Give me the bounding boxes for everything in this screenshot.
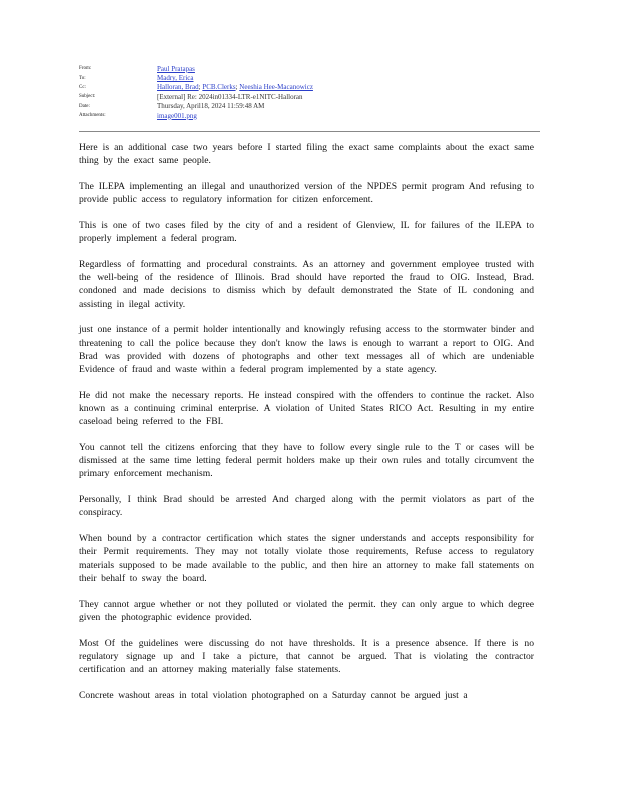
header-cc-row (79, 83, 559, 92)
body-paragraph: He did not make the necessary reports. He instead conspired with the offenders to continue the racket. Also known as a continuing criminal enterprise. A violation of United States RICO Act. Resulting in my entire caseload being referred to the FBI. (79, 389, 534, 428)
subject-value: [External] Re: 2024in01334-LTR-e1NITC-Halloran (157, 92, 303, 101)
header-to-row (79, 73, 559, 82)
cc-link-pcb-clerks[interactable]: PCB.Clerks (202, 83, 236, 92)
date-value: Thursday, April18, 2024 11:59:48 AM (157, 102, 265, 111)
body-paragraph: The ILEPA implementing an illegal and unauthorized version of the NPDES permit program And refusing to provide public access to regulatory information for citizen enforcement. (79, 181, 534, 206)
header-subject-row (79, 92, 559, 101)
attachments-label: Attachments: (79, 113, 106, 119)
subject-label: Subject: (79, 94, 96, 100)
cc-label: Cc: (79, 84, 86, 90)
body-paragraph: Personally, I think Brad should be arrested And charged along with the permit violators as part of the conspiracy. (79, 494, 534, 519)
from-label: From: (79, 66, 92, 72)
email-header (79, 64, 559, 120)
body-paragraph: Regardless of formatting and procedural constraints. As an attorney and government employee trusted with the well-being of the residence of Illinois. Brad should have reported the fraud to OIG. Instead, Brad. condoned and made decisions to dismiss which by default demonstrated the State of IL condoning and assisting in ilegal activity. (79, 259, 534, 310)
cc-value (157, 83, 313, 91)
header-divider (79, 131, 540, 132)
body-paragraph: They cannot argue whether or not they polluted or violated the permit. they can only argue to which degree given the photographic evidence provided. (79, 598, 534, 623)
cc-link-neeshia[interactable]: Neeshia Hee-Macanowicz (239, 83, 313, 92)
date-label: Date: (79, 103, 90, 109)
attachment-link[interactable]: image001.png (157, 111, 197, 120)
body-paragraph: When bound by a contractor certification which states the signer understands and accepts responsibility for their Permit requirements. They may not totally violate those requirements, Refuse access to regulatory materials supposed to be made available to the public, and then hire an attorney to make fall statements on their behalf to sway the board. (79, 533, 534, 584)
header-from-row (79, 64, 559, 73)
header-date-row (79, 102, 559, 111)
cc-link-halloran[interactable]: Halloran, Brad (157, 83, 199, 92)
to-link[interactable]: Madry, Erica (157, 74, 194, 83)
cc-separator: ; (235, 83, 240, 92)
to-label: To: (79, 75, 86, 81)
body-paragraph: Here is an additional case two years before I started filing the exact same complaints about the exact same thing by the exact same people. (79, 142, 534, 167)
from-link[interactable]: Paul Pratapas (157, 64, 195, 73)
body-paragraph: You cannot tell the citizens enforcing that they have to follow every single rule to the T or cases will be dismissed at the same time letting federal permit holders make up their own rules and totally circumvent the primary enforcement mechanism. (79, 442, 534, 480)
body-paragraph: Concrete washout areas in total violation photographed on a Saturday cannot be argued just a (79, 689, 468, 701)
cc-separator: ; (198, 83, 203, 92)
body-paragraph: This is one of two cases filed by the city of and a resident of Glenview, IL for failures of the ILEPA to properly implement a federal program. (79, 220, 534, 245)
email-body (79, 141, 534, 715)
body-paragraph: just one instance of a permit holder intentionally and knowingly refusing access to the stormwater binder and threatening to call the police because they don't know the laws is enough to warrant a report to OIG. And Brad was provided with dozens of photographs and other text messages all of which are undeniable Evidence of fraud and waste within a federal program implemented by a state agency. (79, 324, 534, 376)
header-attachments-row (79, 111, 559, 120)
body-paragraph: Most Of the guidelines were discussing do not have thresholds. It is a presence absence. If there is no regulatory signage up and I take a picture, that cannot be argued. That is violating the contractor certification and an attorney making materially false statements. (79, 637, 534, 676)
